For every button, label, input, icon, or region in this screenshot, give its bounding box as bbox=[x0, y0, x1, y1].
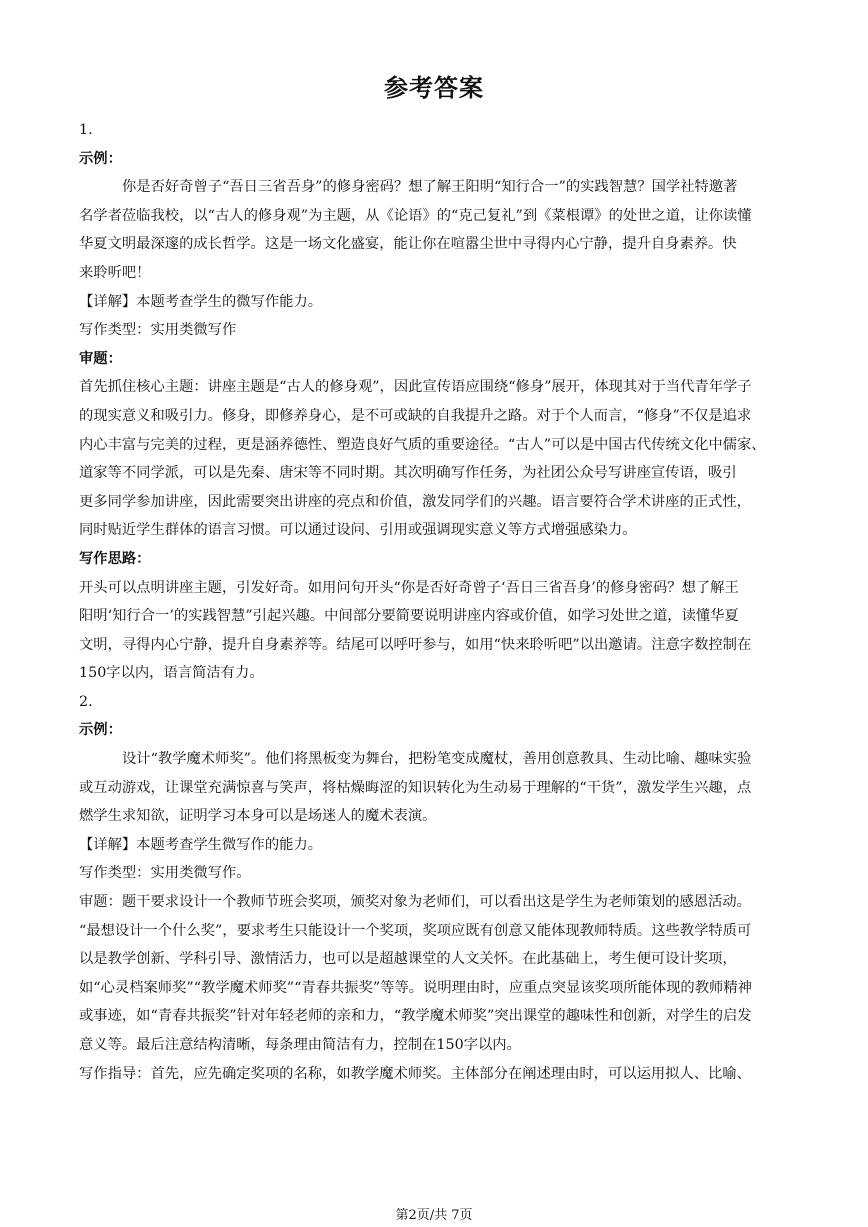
text-line: “最想设计一个什么奖”，要求考生只能设计一个奖项，奖项应既有创意又能体现教师特质。这些教学特质可 bbox=[79, 922, 752, 939]
answer-content bbox=[79, 116, 791, 1088]
text-line: 以是教学创新、学科引导、激情活力，也可以是超越课堂的人文关怀。在此基础上，考生便可设计奖项， bbox=[79, 951, 737, 968]
text-line: 内心丰富与完美的过程，更是涵养德性、塑造良好气质的重要途径。“古人”可以是中国古代传统文化中儒家、 bbox=[79, 436, 766, 453]
text-line: 如“心灵档案师奖”“教学魔术师奖”“青春共振奖”等等。说明理由时，应重点突显该奖项所能体现的教师精神 bbox=[79, 979, 752, 996]
section-heading: 写作思路： bbox=[79, 550, 151, 567]
text-line: 的现实意义和吸引力。修身，即修养身心，是不可或缺的自我提升之路。对于个人而言，“修身”不仅是追求 bbox=[79, 407, 752, 424]
text-line: 名学者莅临我校，以“古人的修身观”为主题，从《论语》的“克己复礼”到《菜根谭》的处世之道，让你读懂 bbox=[79, 207, 752, 224]
text-line: 华夏文明最深邃的成长哲学。这是一场文化盛宴，能让你在喧嚣尘世中寻得内心宁静，提升自身素养。快 bbox=[79, 236, 737, 253]
section-heading: 示例： bbox=[79, 150, 122, 167]
text-line: 意义等。最后注意结构清晰，每条理由简洁有力，控制在150字以内。 bbox=[79, 1037, 521, 1053]
page-title: 参考答案 bbox=[384, 74, 484, 102]
text-line: 你是否好奇曾子“吾日三省吾身”的修身密码？想了解王阳明“知行合一”的实践智慧？国学社特邀著 bbox=[122, 179, 738, 196]
text-line: 审题：题干要求设计一个教师节班会奖项，颁奖对象为老师们，可以看出这是学生为老师策划的感恩活动。 bbox=[79, 894, 751, 911]
text-line: 2. bbox=[79, 693, 93, 710]
text-line: 写作类型：实用类微写作 bbox=[79, 322, 237, 339]
text-line: 文明，寻得内心宁静，提升自身素养等。结尾可以呼吁参与，如用“快来聆听吧”以出邀请。注意字数控制在 bbox=[79, 636, 752, 653]
text-line: 或互动游戏，让课堂充满惊喜与笑声，将枯燥晦涩的知识转化为生动易于理解的“干货”，激发学生兴趣，点 bbox=[79, 779, 752, 796]
text-line: 1. bbox=[79, 122, 93, 138]
section-heading: 示例： bbox=[79, 722, 122, 739]
text-line: 来聆听吧！ bbox=[79, 264, 151, 281]
text-line: 更多同学参加讲座，因此需要突出讲座的亮点和价值，激发同学们的兴趣。语言要符合学术讲座的正式性， bbox=[79, 493, 751, 510]
text-line: 开头可以点明讲座主题，引发好奇。如用问句开头“你是否好奇曾子‘吾日三省吾身’的修身密码？想了解王 bbox=[79, 579, 739, 596]
text-line: 同时贴近学生群体的语言习惯。可以通过设问、引用或强调现实意义等方式增强感染力。 bbox=[79, 522, 637, 539]
page-footer: 第2页/共 7页 bbox=[395, 1208, 473, 1223]
text-line: 写作类型：实用类微写作。 bbox=[79, 865, 251, 882]
text-line: 或事迹，如“青春共振奖”针对年轻老师的亲和力，“教学魔术师奖”突出课堂的趣味性和创新，对学生的启发 bbox=[79, 1008, 752, 1025]
text-line: 写作指导：首先，应先确定奖项的名称，如教学魔术师奖。主体部分在阐述理由时，可以运用拟人、比喻、 bbox=[79, 1065, 751, 1082]
text-line: 阳明‘知行合一’的实践智慧”引起兴趣。中间部分要简要说明讲座内容或价值，如学习处世之道，读懂华夏 bbox=[79, 608, 739, 625]
text-line: 道家等不同学派，可以是先秦、唐宋等不同时期。其次明确写作任务，为社团公众号写讲座宣传语，吸引 bbox=[79, 465, 737, 482]
text-line: 【详解】本题考查学生的微写作能力。 bbox=[79, 293, 323, 310]
text-line: 150字以内，语言简洁有力。 bbox=[79, 665, 264, 682]
section-heading: 审题： bbox=[79, 350, 122, 367]
text-line: 燃学生求知欲，证明学习本身可以是场迷人的魔术表演。 bbox=[79, 808, 437, 825]
text-line: 设计“教学魔术师奖”。他们将黑板变为舞台，把粉笔变成魔杖，善用创意教具、生动比喻、趣味实验 bbox=[122, 751, 752, 768]
text-line: 【详解】本题考查学生微写作的能力。 bbox=[79, 836, 323, 853]
text-line: 首先抓住核心主题：讲座主题是“古人的修身观”，因此宣传语应围绕“修身”展开，体现其对于当代青年学子 bbox=[79, 379, 752, 396]
